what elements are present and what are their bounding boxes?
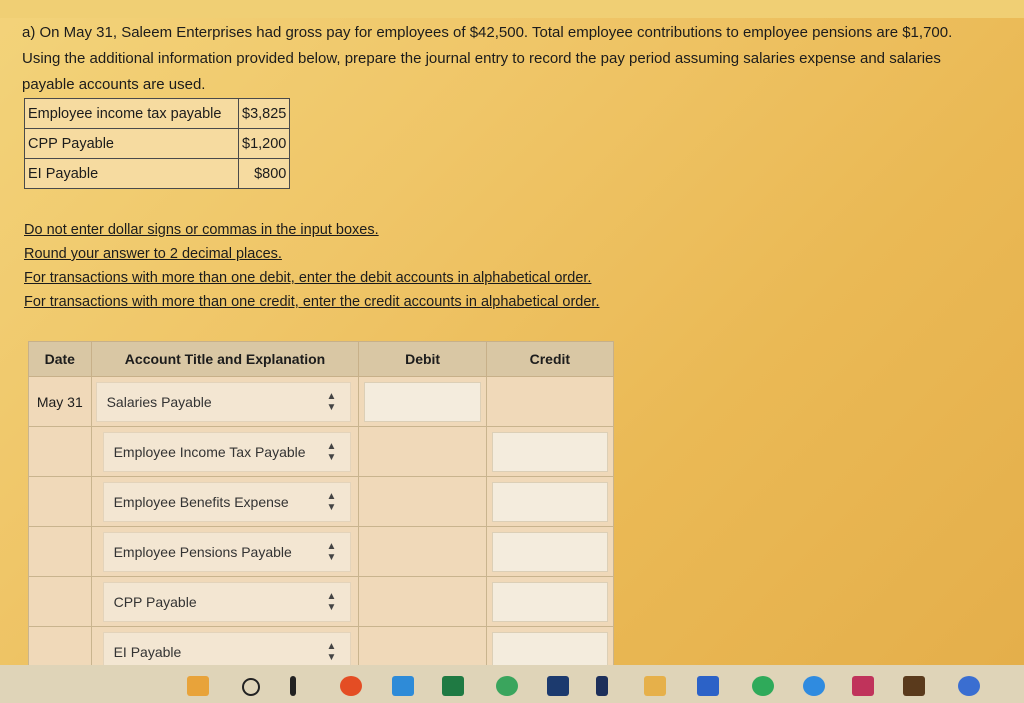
photos-icon[interactable] (852, 676, 874, 696)
info-amount: $800 (239, 159, 290, 189)
credit-cell (486, 577, 613, 627)
account-select-value: EI Payable (113, 643, 182, 660)
credit-cell (486, 477, 613, 527)
account-select[interactable] (103, 532, 352, 572)
select-chevron-icon: ▲ ▼ (326, 640, 337, 663)
credit-input[interactable] (492, 482, 608, 522)
account-header: Account Title and Explanation (91, 342, 359, 377)
journal-row (29, 527, 614, 577)
instructions (24, 218, 599, 314)
instruction-line: For transactions with more than one credit, enter the credit accounts in alphabetical order. (24, 294, 600, 310)
account-select[interactable] (96, 382, 352, 422)
date-cell (29, 527, 92, 577)
journal-row (29, 577, 614, 627)
journal-entry-table (28, 341, 614, 677)
word-icon[interactable] (644, 676, 666, 696)
account-select-value: Employee Income Tax Payable (113, 443, 306, 460)
debit-cell (359, 527, 486, 577)
office-icon[interactable] (340, 676, 362, 696)
debit-header: Debit (359, 342, 486, 377)
select-chevron-icon: ▲ ▼ (326, 440, 337, 463)
credit-cell (486, 527, 613, 577)
debit-cell (359, 377, 486, 427)
account-select-value: CPP Payable (113, 593, 197, 610)
payroll-info-table (24, 98, 290, 189)
account-cell (91, 377, 359, 427)
account-cell (91, 427, 359, 477)
account-select[interactable] (103, 432, 352, 472)
app-icon[interactable] (596, 676, 608, 696)
credit-input[interactable] (492, 432, 608, 472)
select-chevron-icon: ▲ ▼ (326, 490, 337, 513)
instruction-line: Do not enter dollar signs or commas in the input boxes. (24, 222, 379, 238)
windows-start-icon[interactable] (187, 676, 209, 696)
debit-cell (359, 427, 486, 477)
credit-cell (486, 377, 613, 427)
account-select-value: Employee Pensions Payable (113, 543, 292, 560)
top-strip (0, 0, 1024, 18)
table-row (25, 159, 290, 189)
task-view-icon[interactable] (290, 676, 296, 696)
account-select-value: Employee Benefits Expense (113, 493, 289, 510)
powerpoint-icon[interactable] (697, 676, 719, 696)
chrome-icon[interactable] (496, 676, 518, 696)
account-cell (91, 477, 359, 527)
account-cell (91, 577, 359, 627)
credit-input[interactable] (492, 532, 608, 572)
date-cell (29, 577, 92, 627)
select-chevron-icon: ▲ ▼ (326, 590, 337, 613)
select-chevron-icon: ▲ ▼ (326, 540, 337, 563)
table-row (25, 99, 290, 129)
date-cell (29, 427, 92, 477)
instruction-line: Round your answer to 2 decimal places. (24, 246, 282, 262)
journal-header-row (29, 342, 614, 377)
debit-cell (359, 477, 486, 527)
date-header: Date (29, 342, 92, 377)
instruction-line: For transactions with more than one debit, enter the debit accounts in alphabetical order. (24, 270, 592, 286)
debit-cell (359, 577, 486, 627)
debit-input[interactable] (364, 382, 480, 422)
credit-cell (486, 427, 613, 477)
date-cell: May 31 (29, 377, 92, 427)
credit-input[interactable] (492, 582, 608, 622)
date-cell (29, 477, 92, 527)
dropbox-icon[interactable] (547, 676, 569, 696)
info-amount: $1,200 (239, 129, 290, 159)
account-select[interactable] (103, 582, 352, 622)
taskbar (0, 665, 1024, 703)
account-cell (91, 527, 359, 577)
excel-icon[interactable] (442, 676, 464, 696)
media-icon[interactable] (903, 676, 925, 696)
account-select-value: Salaries Payable (106, 393, 212, 410)
credit-header: Credit (486, 342, 613, 377)
paint-icon[interactable] (958, 676, 980, 696)
journal-row (29, 477, 614, 527)
chrome-alt-icon[interactable] (803, 676, 825, 696)
table-row (25, 129, 290, 159)
whatsapp-icon[interactable] (752, 676, 774, 696)
question-text: a) On May 31, Saleem Enterprises had gross pay for employees of $42,500. Total employee contributions to employee pensions are $1,700. Using the additional information provided below, prepare the journal entry to record the pay period assuming salaries expense and salaries payable accounts are used. (22, 24, 953, 93)
account-select[interactable] (103, 482, 352, 522)
journal-row (29, 377, 614, 427)
info-amount: $3,825 (239, 99, 290, 129)
search-icon[interactable] (242, 678, 260, 696)
info-label: EI Payable (25, 159, 239, 189)
journal-row (29, 427, 614, 477)
file-explorer-icon[interactable] (392, 676, 414, 696)
select-chevron-icon: ▲ ▼ (326, 390, 337, 413)
info-label: Employee income tax payable (25, 99, 239, 129)
info-label: CPP Payable (25, 129, 239, 159)
